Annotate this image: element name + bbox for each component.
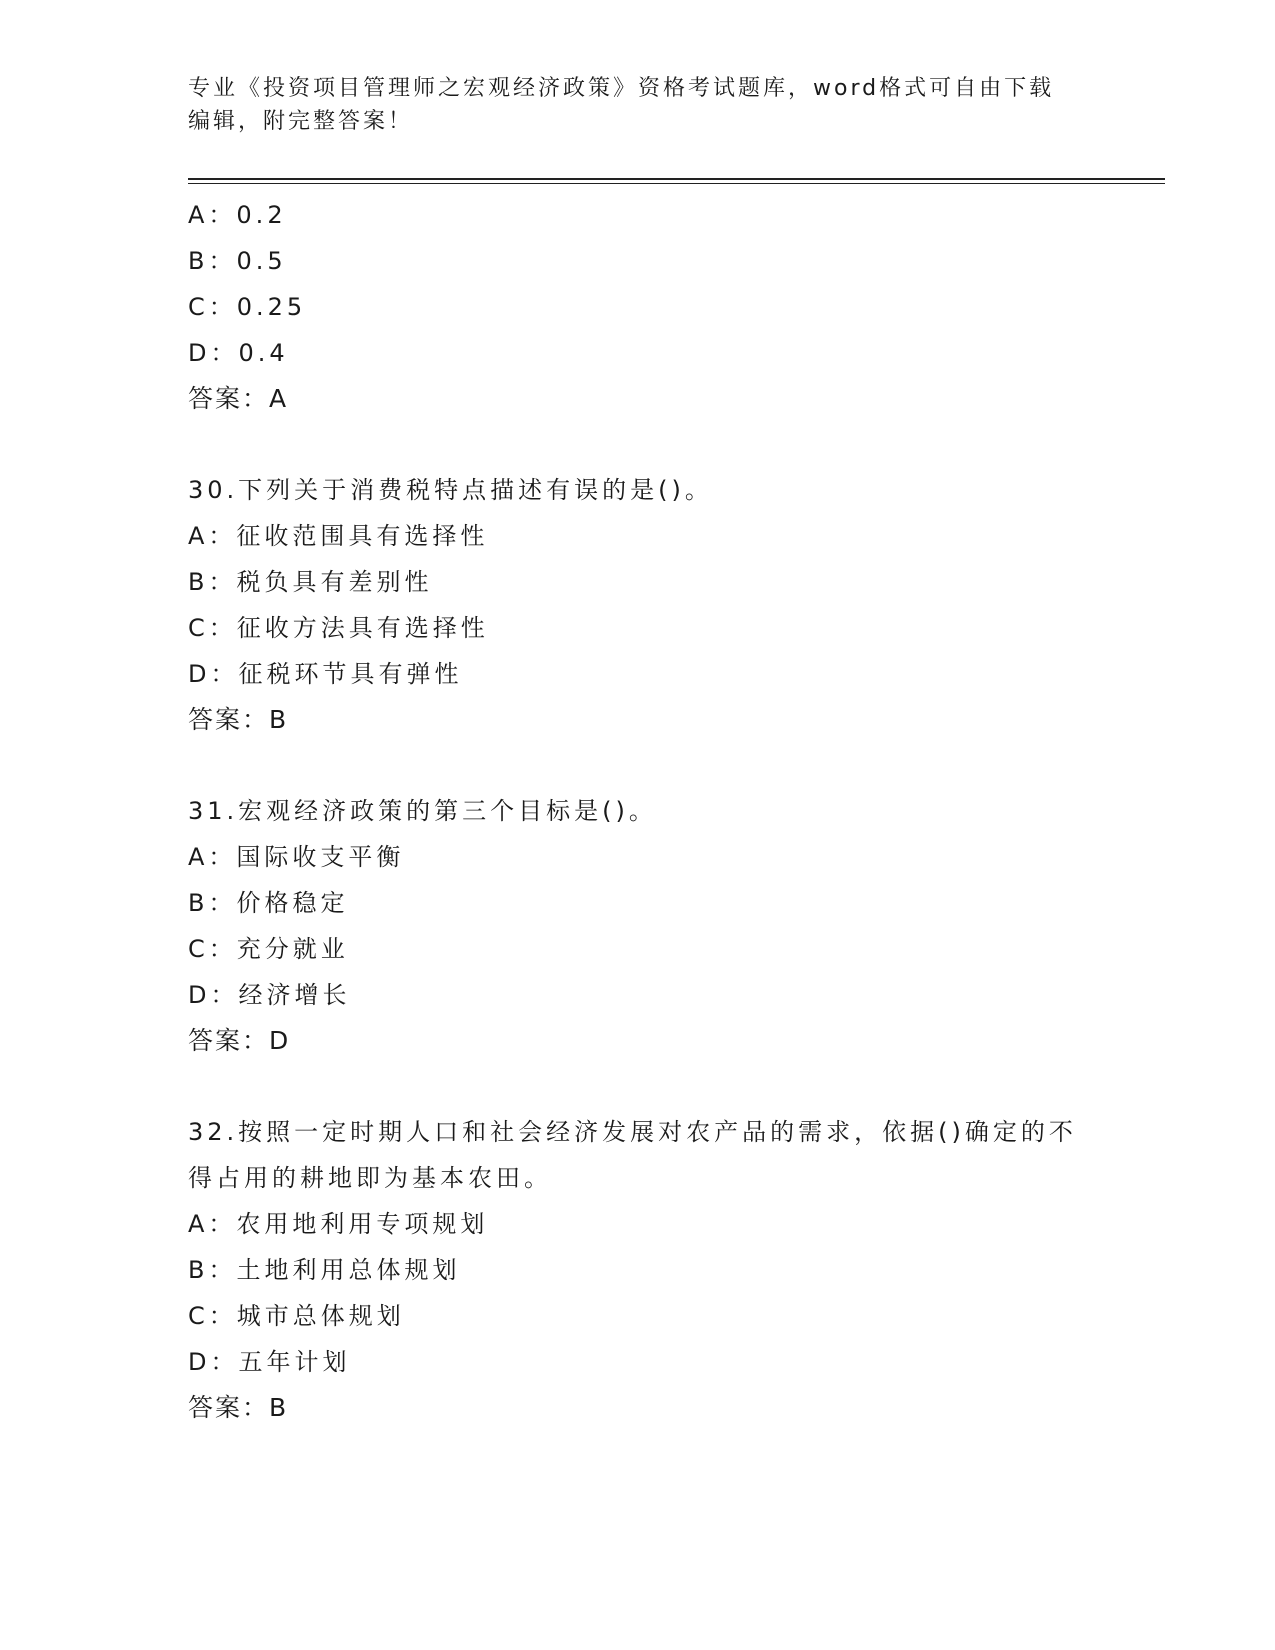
- option-b: B：税负具有差别性: [188, 568, 433, 596]
- option-a: A：农用地利用专项规划: [188, 1210, 489, 1238]
- answer: 答案：A: [188, 384, 289, 413]
- option-b: B：土地利用总体规划: [188, 1256, 461, 1284]
- header-divider-thick: [188, 178, 1165, 180]
- option-a: A：0.2: [188, 201, 287, 229]
- question-stem: 32.按照一定时期人口和社会经济发展对农产品的需求，依据()确定的不得占用的耕地即为基本农田。: [188, 1118, 1077, 1192]
- partial-question: [188, 192, 1088, 422]
- option-b: B：0.5: [188, 247, 287, 275]
- header-divider-thin: [188, 183, 1165, 184]
- answer: 答案：B: [188, 705, 289, 734]
- option-d: D：0.4: [188, 339, 289, 367]
- option-c: C：充分就业: [188, 935, 349, 963]
- answer: 答案：D: [188, 1026, 291, 1055]
- question-31: [188, 788, 1088, 1064]
- option-d: D：经济增长: [188, 981, 351, 1009]
- option-c: C：城市总体规划: [188, 1302, 405, 1330]
- option-b: B：价格稳定: [188, 889, 349, 917]
- option-d: D：征税环节具有弹性: [188, 660, 463, 688]
- option-c: C：征收方法具有选择性: [188, 614, 489, 642]
- question-list: [188, 192, 1088, 1431]
- option-c: C：0.25: [188, 293, 307, 321]
- question-stem: 31.宏观经济政策的第三个目标是()。: [188, 797, 657, 825]
- question-30: [188, 467, 1088, 743]
- question-32: [188, 1109, 1088, 1431]
- answer: 答案：B: [188, 1393, 289, 1422]
- question-stem: 30.下列关于消费税特点描述有误的是()。: [188, 476, 713, 504]
- document-header: 专业《投资项目管理师之宏观经济政策》资格考试题库，word格式可自由下载编辑，附完整答案！: [188, 76, 1055, 134]
- option-a: A：征收范围具有选择性: [188, 522, 489, 550]
- option-d: D：五年计划: [188, 1348, 351, 1376]
- option-a: A：国际收支平衡: [188, 843, 405, 871]
